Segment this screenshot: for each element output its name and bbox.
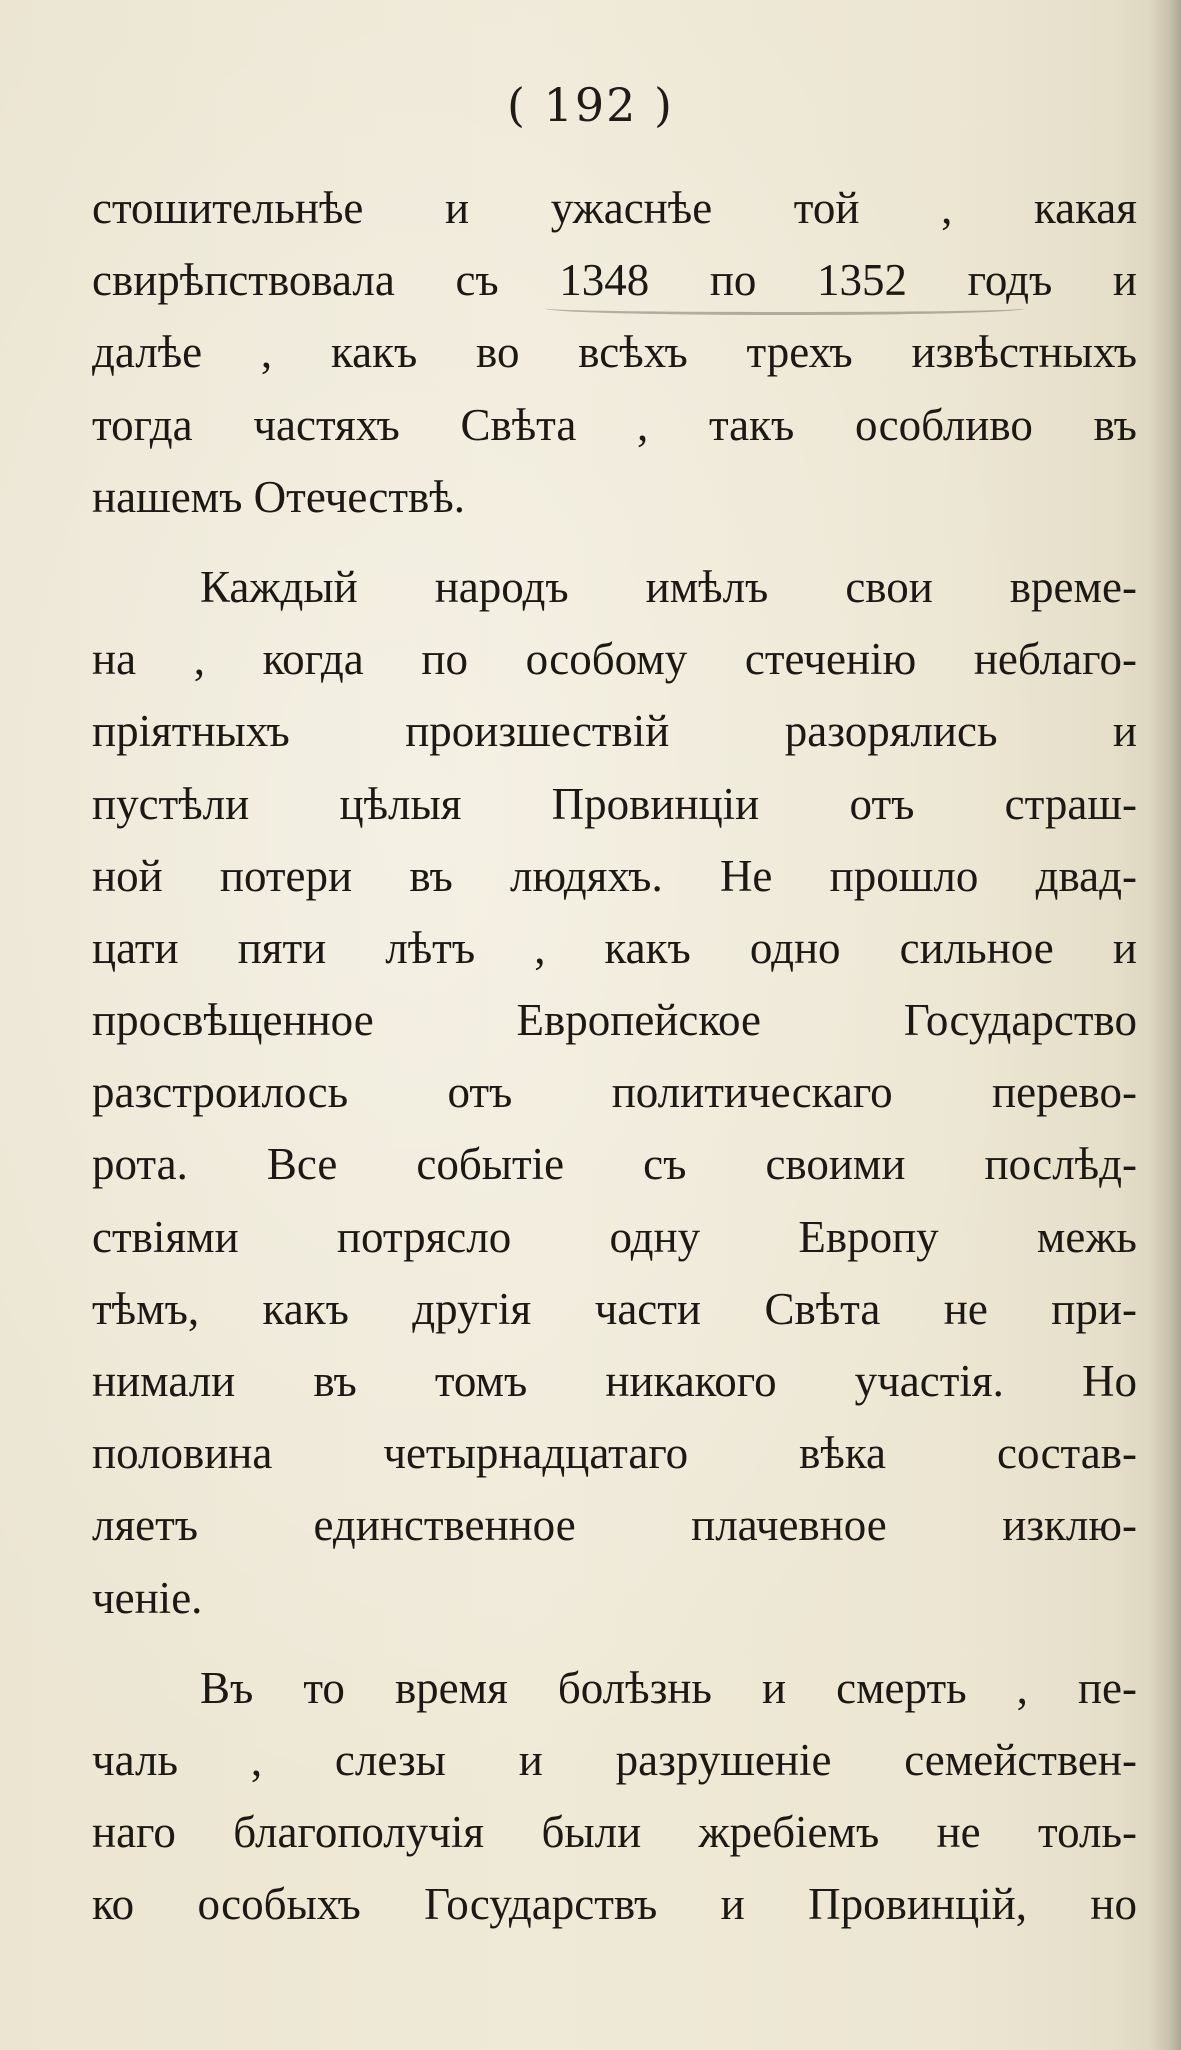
word: но: [1090, 1879, 1137, 1930]
word: жребіемъ: [698, 1807, 880, 1858]
word: особыхъ: [197, 1879, 361, 1930]
word: лѣтъ: [385, 922, 476, 973]
text-line: [92, 1489, 1137, 1561]
text-line: нашемъ Отечествѣ.: [92, 471, 465, 522]
text-line: [92, 1056, 1137, 1128]
word: единственное: [313, 1500, 576, 1551]
word: во: [476, 327, 520, 378]
word: съ: [455, 255, 499, 306]
word: сильное: [899, 922, 1054, 973]
word: благополучія: [233, 1807, 485, 1858]
word: наго: [92, 1807, 176, 1858]
word: когда: [262, 634, 364, 685]
word: и: [518, 1734, 543, 1785]
word: по: [709, 255, 757, 306]
text-line: [92, 840, 1137, 912]
word: ,: [1016, 1662, 1028, 1713]
word: Государствъ: [424, 1879, 658, 1930]
word: были: [541, 1807, 642, 1858]
text-line: [92, 1652, 1137, 1724]
text-line: [92, 244, 1137, 316]
word: по: [421, 634, 468, 685]
word: не: [943, 1283, 988, 1334]
page-number: ( 192 ): [507, 78, 674, 132]
word: ужаснѣе: [550, 183, 713, 233]
word: другія: [412, 1283, 532, 1334]
text-line: [92, 1868, 1137, 1940]
text-line: [92, 551, 1137, 623]
word: тѣмъ,: [92, 1283, 200, 1334]
word: томъ: [434, 1356, 528, 1406]
word: и: [761, 1662, 787, 1713]
word: ,: [637, 399, 649, 450]
paragraph: [92, 1652, 1137, 1941]
word: просвѣщенное: [92, 995, 374, 1046]
word: Все: [266, 1139, 338, 1190]
word: и: [445, 183, 470, 233]
word: части: [594, 1283, 702, 1334]
word: и: [1112, 922, 1137, 973]
word: частяхъ: [253, 399, 400, 450]
word: перево-: [992, 1067, 1137, 1118]
word: Въ: [200, 1662, 254, 1713]
word: цѣлыя: [339, 778, 462, 829]
word: изклю-: [1002, 1500, 1137, 1551]
word: ,: [260, 327, 273, 378]
word: и: [1112, 706, 1137, 757]
word: Каждый: [200, 561, 358, 612]
word: Европу: [798, 1211, 939, 1262]
word: ляетъ: [92, 1500, 199, 1551]
word: Свѣта: [764, 1283, 881, 1334]
word: двад-: [1035, 850, 1137, 901]
word: ко: [92, 1879, 135, 1930]
word: всѣхъ: [578, 327, 688, 378]
text-line: [92, 912, 1137, 984]
word: разорялись: [784, 706, 998, 757]
text-line: [92, 1273, 1137, 1345]
paragraph: [92, 172, 1137, 533]
word: никакого: [605, 1356, 777, 1406]
word: болѣзнь: [557, 1662, 712, 1713]
word: пяти: [237, 922, 327, 973]
word: ,: [193, 634, 205, 685]
word: рота.: [92, 1139, 188, 1190]
word: участія.: [854, 1356, 1004, 1406]
word: Европейское: [516, 995, 761, 1046]
word: нимали: [92, 1356, 236, 1406]
word: имѣлъ: [645, 561, 769, 612]
word: событіе: [416, 1139, 565, 1190]
word: четырнадцатаго: [383, 1428, 689, 1479]
word: народъ: [434, 561, 569, 612]
word: ной: [92, 850, 163, 901]
word: слезы: [334, 1734, 446, 1785]
word: Не: [719, 850, 773, 901]
word: извѣстныхъ: [911, 327, 1137, 378]
word: разрушеніе: [615, 1734, 832, 1785]
word: состав-: [996, 1428, 1137, 1479]
word: въ: [1093, 399, 1137, 450]
word: одно: [749, 922, 841, 973]
word: политическаго: [611, 1067, 893, 1118]
word: пріятныхъ: [92, 706, 290, 757]
word: семействен-: [904, 1734, 1137, 1785]
word: ,: [941, 183, 953, 233]
word: половина: [92, 1428, 273, 1479]
word: своими: [765, 1139, 906, 1190]
word: какъ: [604, 922, 691, 973]
text-line: [92, 768, 1137, 840]
word: страш-: [1004, 778, 1137, 829]
word: не: [936, 1807, 981, 1858]
word: пустѣли: [92, 778, 250, 829]
word: неблаго-: [973, 634, 1137, 685]
paragraph-gap: [92, 533, 1137, 551]
word: особому: [525, 634, 688, 685]
paragraph: [92, 551, 1137, 1634]
word: годъ: [967, 255, 1053, 306]
page-body-text: [92, 172, 1137, 1941]
text-line: [92, 316, 1137, 388]
word: свои: [845, 561, 933, 612]
word: време-: [1009, 561, 1137, 612]
text-line: [92, 1417, 1137, 1489]
text-line: [92, 1201, 1137, 1273]
word: на: [92, 634, 137, 685]
word: чаль: [92, 1734, 178, 1785]
text-line: [92, 172, 1137, 244]
word: какая: [1033, 183, 1137, 233]
word: такъ: [708, 399, 795, 450]
word: при-: [1051, 1283, 1137, 1334]
word: послѣд-: [984, 1139, 1137, 1190]
word: время: [394, 1662, 508, 1713]
word: съ: [643, 1139, 687, 1190]
word: Свѣта: [460, 399, 577, 450]
text-line: [92, 984, 1137, 1056]
word: какъ: [330, 327, 418, 378]
text-line: [92, 623, 1137, 695]
word: людяхъ.: [510, 850, 663, 901]
word: въ: [409, 850, 453, 901]
word: то: [303, 1662, 345, 1713]
word: одну: [609, 1211, 701, 1262]
text-line: [92, 1128, 1137, 1200]
word: стошительнѣе: [92, 183, 364, 233]
word: цати: [92, 922, 179, 973]
word: той: [793, 183, 860, 233]
word: ,: [534, 922, 546, 973]
word: произшествій: [405, 706, 670, 757]
word: отъ: [849, 778, 915, 829]
word: особливо: [854, 399, 1033, 450]
word: смерть: [836, 1662, 967, 1713]
word: ,: [250, 1734, 263, 1785]
text-line: [92, 1724, 1137, 1796]
word: далѣе: [92, 327, 203, 378]
word: въ: [313, 1356, 357, 1406]
word: свирѣпствовала: [92, 255, 395, 306]
text-line: [92, 1796, 1137, 1868]
word: межь: [1036, 1211, 1137, 1262]
word: трехъ: [746, 327, 853, 378]
word: отъ: [447, 1067, 513, 1118]
word: толь-: [1038, 1807, 1137, 1858]
text-line: [92, 1345, 1137, 1417]
word: Провинцій,: [808, 1879, 1027, 1930]
word: стеченію: [744, 634, 917, 685]
word: Провинціи: [551, 778, 760, 829]
word: и: [720, 1879, 745, 1930]
word: потрясло: [336, 1211, 512, 1262]
word: вѣка: [799, 1428, 886, 1479]
word: какъ: [262, 1283, 349, 1334]
word: потери: [219, 850, 353, 901]
page-edge-shadow: [1151, 0, 1181, 2050]
text-line: [92, 695, 1137, 767]
paragraph-gap: [92, 1634, 1137, 1652]
word: ствіями: [92, 1211, 239, 1262]
text-line: ченіе.: [92, 1572, 203, 1623]
word: и: [1112, 255, 1137, 306]
word: тогда: [92, 399, 193, 450]
word: 1352: [817, 255, 908, 306]
word: Но: [1081, 1356, 1137, 1406]
word: пе-: [1077, 1662, 1137, 1713]
word: 1348: [559, 255, 650, 306]
word: Государство: [903, 995, 1137, 1046]
word: плачевное: [691, 1500, 887, 1551]
text-line: [92, 389, 1137, 461]
word: прошло: [829, 850, 979, 901]
word: разстроилось: [92, 1067, 349, 1118]
